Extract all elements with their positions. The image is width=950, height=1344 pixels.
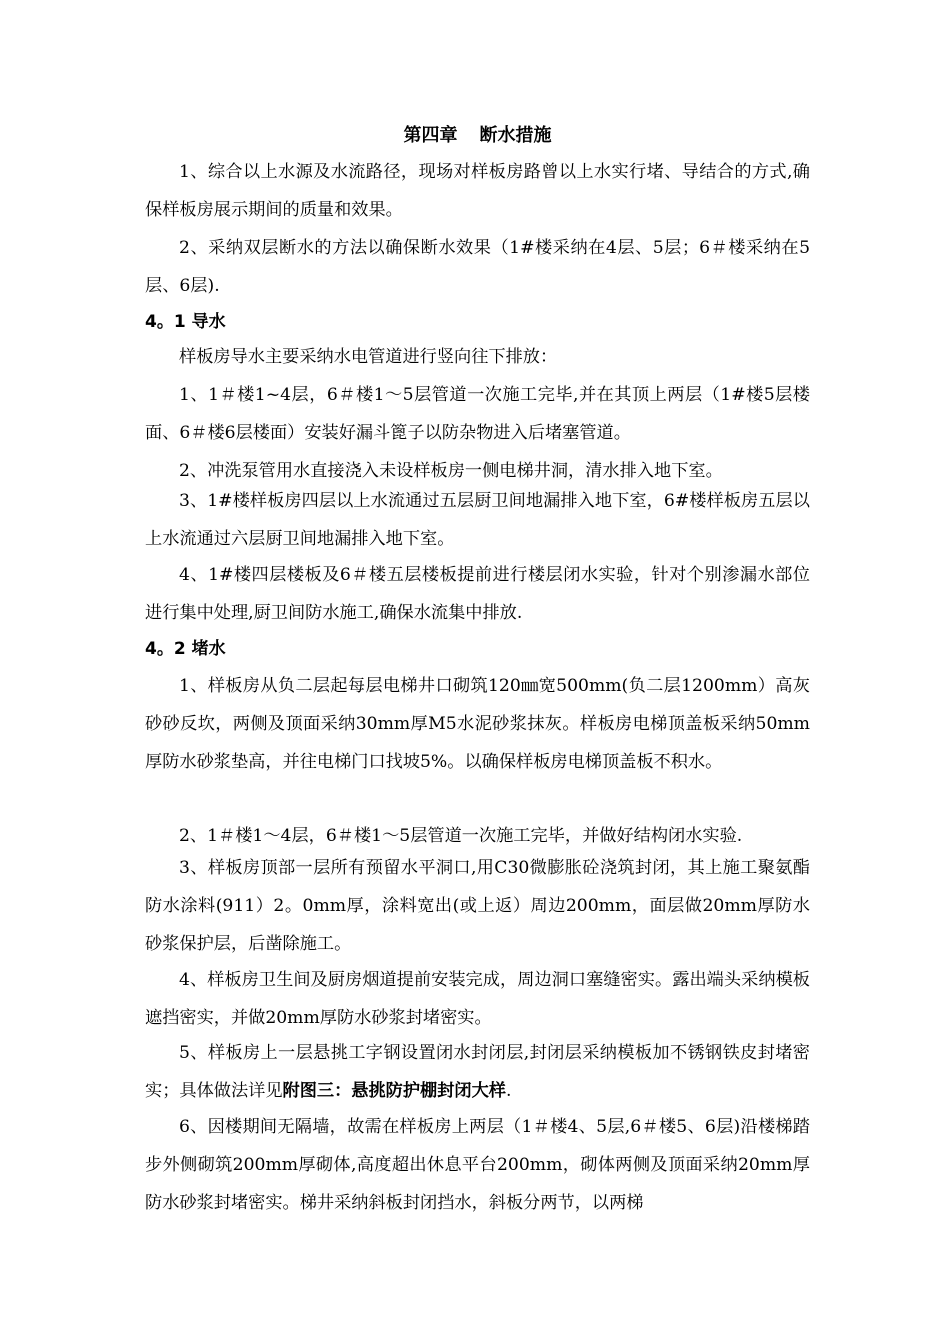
section-4-2-paragraph: 3、样板房顶部一层所有预留水平洞口,用C30微膨胀砼浇筑封闭，其上施工聚氨酯防水涂料(911）2。0mm厚，涂料宽出(或上返）周边200mm，面层做20mm厚防水砂浆保护层，后凿除施工。 [145, 858, 810, 954]
section-4-1-paragraph: 3、1#楼样板房四层以上水流通过五层厨卫间地漏排入地下室，6#楼样板房五层以上水流通过六层厨卫间地漏排入地下室。 [145, 491, 810, 549]
section-4-2-paragraph: 2、1＃楼1～4层，6＃楼1～5层管道一次施工完毕，并做好结构闭水实验. [179, 826, 743, 846]
paragraph-5-text: 5、样板房上一层悬挑工字钢设置闭水封闭层,封闭层采纳模板加不锈钢铁皮封堵密实；具体做法详见 [145, 1043, 810, 1101]
section-4-1-paragraph: 1、1＃楼1~4层，6＃楼1～5层管道一次施工完毕,并在其顶上两层（1#楼5层楼面、6＃楼6层楼面）安装好漏斗篦子以防杂物进入后堵塞管道。 [145, 385, 810, 443]
chapter-title [145, 124, 810, 148]
section-heading-4-1: 4。1 导水 [145, 312, 226, 332]
paragraph-5-end: . [505, 1081, 512, 1101]
section-4-2-paragraph: 4、样板房卫生间及厨房烟道提前安装完成，周边洞口塞缝密实。露出端头采纳模板遮挡密实，并做20mm厚防水砂浆封堵密实。 [145, 970, 810, 1028]
section-4-2-paragraph: 1、样板房从负二层起每层电梯井口砌筑120㎜宽500mm(负二层1200mm）高灰砂砂反坎，两侧及顶面采纳30mm厚M5水泥砂浆抹灰。样板房电梯顶盖板采纳50mm厚防水砂浆垫高，并往电梯门口找坡5%。以确保样板房电梯顶盖板不积水。 [145, 676, 810, 772]
chapter-number: 第四章 [403, 125, 458, 146]
figure-reference-link: 附图三：悬挑防护棚封闭大样 [282, 1081, 506, 1101]
section-4-1-paragraph: 2、冲洗泵管用水直接浇入未设样板房一侧电梯井洞，清水排入地下室。 [179, 461, 723, 481]
intro-paragraph-2: 2、采纳双层断水的方法以确保断水效果（1#楼采纳在4层、5层；6＃楼采纳在5层、6层). [145, 238, 810, 296]
section-4-2-paragraph-6: 6、因楼期间无隔墙，故需在样板房上两层（1＃楼4、5层,6＃楼5、6层)沿楼梯踏步外侧砌筑200mm厚砌体,高度超出休息平台200mm，砌体两侧及顶面采纳20mm厚防水砂浆封堵密实。梯井采纳斜板封闭挡水，斜板分两节，以两梯 [145, 1117, 810, 1213]
intro-paragraph-1: 1、综合以上水源及水流路径，现场对样板房路曾以上水实行堵、导结合的方式,确保样板房展示期间的质量和效果。 [145, 162, 810, 220]
section-4-1-paragraph: 4、1#楼四层楼板及6＃楼五层楼板提前进行楼层闭水实验，针对个别渗漏水部位进行集中处理,厨卫间防水施工,确保水流集中排放. [145, 565, 810, 623]
chapter-name: 断水措施 [479, 125, 552, 146]
section-4-2-paragraph-5 [145, 1034, 810, 1110]
section-heading-4-2: 4。2 堵水 [145, 639, 226, 659]
section-4-1-paragraph: 样板房导水主要采纳水电管道进行竖向往下排放： [179, 347, 558, 367]
